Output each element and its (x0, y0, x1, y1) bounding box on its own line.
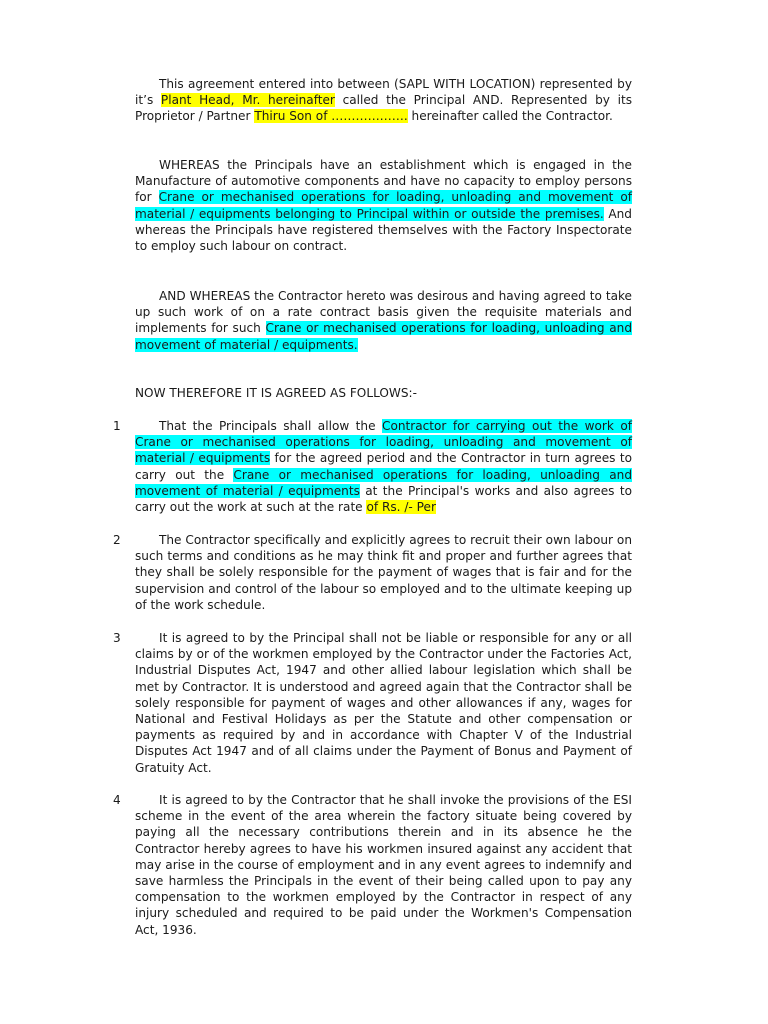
clause-3: It is agreed to by the Principal shall not be liable or responsible for any or all claims by or of the workmen employed by the Contractor under the Factories Act, Industrial Disputes Act, 1947 and other allied labour legislation which shall be met by Contractor. It is understood and agreed again that the Contractor shall be solely responsible for payment of wages and other allowances if any, wages for National and Festival Holidays as per the Statute and other compensation or payments as required by and in accordance with Chapter V of the Industrial Disputes Act 1947 and of all claims under the Payment of Bonus and Payment of Gratuity Act. (135, 631, 632, 775)
clause-4: It is agreed to by the Contractor that he shall invoke the provisions of the ESI scheme in the event of the area wherein the factory situate being covered by paying all the necessary contributions therein and in its absence he the Contractor hereby agrees to have his workmen insured against any accident that may arise in the course of employment and in any event agrees to indemnify and save harmless the Principals in the event of their being called upon to pay any compensation to the workmen employed by the Contractor in respect of any injury scheduled and required to be paid under the Workmen's Compensation Act, 1936. (135, 793, 632, 937)
clause1-text-1: That the Principals shall allow the (159, 419, 382, 433)
intro-paragraph (135, 76, 632, 125)
intro-text-2: called the Principal AND. Represented by its Proprietor / Partner (135, 93, 632, 124)
clause1-highlight-1: Contractor for carrying out the work of Crane or mechanised operations for loading, unloading and movement of material / equipments (135, 419, 632, 466)
whereas1-highlight: Crane or mechanised operations for loading, unloading and movement of material / equipments belonging to Principal within or outside the premises. (135, 190, 632, 221)
clause1-text-2: for the agreed period and the Contractor in turn agrees to carry out the (135, 451, 632, 482)
clause-1 (135, 418, 632, 515)
whereas1-text-1: WHEREAS the Principals have an establishment which is engaged in the Manufacture of automotive components and have no capacity to employ persons for (135, 158, 632, 205)
clause1-highlight-rate: of Rs. /- Per (366, 500, 436, 515)
intro-text-1: This agreement entered into between (SAPL WITH LOCATION) represented by it’s (135, 77, 632, 108)
intro-text-3: hereinafter called the Contractor. (407, 109, 613, 124)
whereas1-text-2: And whereas the Principals have registered themselves with the Factory Inspectorate to employ such labour on contract. (135, 206, 632, 254)
clause-number-3: 3 (113, 631, 121, 645)
whereas2-text-1: AND WHEREAS the Contractor hereto was desirous and having agreed to take up such work of on a rate contract basis given the requisite materials and implements for such (135, 289, 632, 336)
whereas2-highlight: Crane or mechanised operations for loading, unloading and movement of material / equipments. (135, 321, 632, 352)
intro-highlight-thiru: Thiru Son of ………………. (254, 109, 408, 124)
clause1-text-3: at the Principal's works and also agrees to carry out the work at such at the rate (135, 483, 632, 515)
clause1-highlight-2: Crane or mechanised operations for loading, unloading and movement of material / equipments (135, 467, 632, 498)
clause-2: The Contractor specifically and explicitly agrees to recruit their own labour on such terms and conditions as he may think fit and proper and further agrees that they shall be solely responsible for the payment of wages that is fair and for the supervision and control of the labour so employed and to the ultimate keeping up of the work schedule. (135, 533, 632, 612)
agreement-heading: NOW THEREFORE IT IS AGREED AS FOLLOWS:- (135, 386, 417, 400)
whereas-paragraph-1 (135, 157, 632, 254)
intro-highlight-plant-head: Plant Head, Mr. hereinafter (160, 93, 335, 108)
whereas-paragraph-2 (135, 288, 632, 353)
clause-number-4: 4 (113, 793, 121, 807)
clause-number-2: 2 (113, 533, 121, 547)
clause-number-1: 1 (113, 419, 121, 433)
